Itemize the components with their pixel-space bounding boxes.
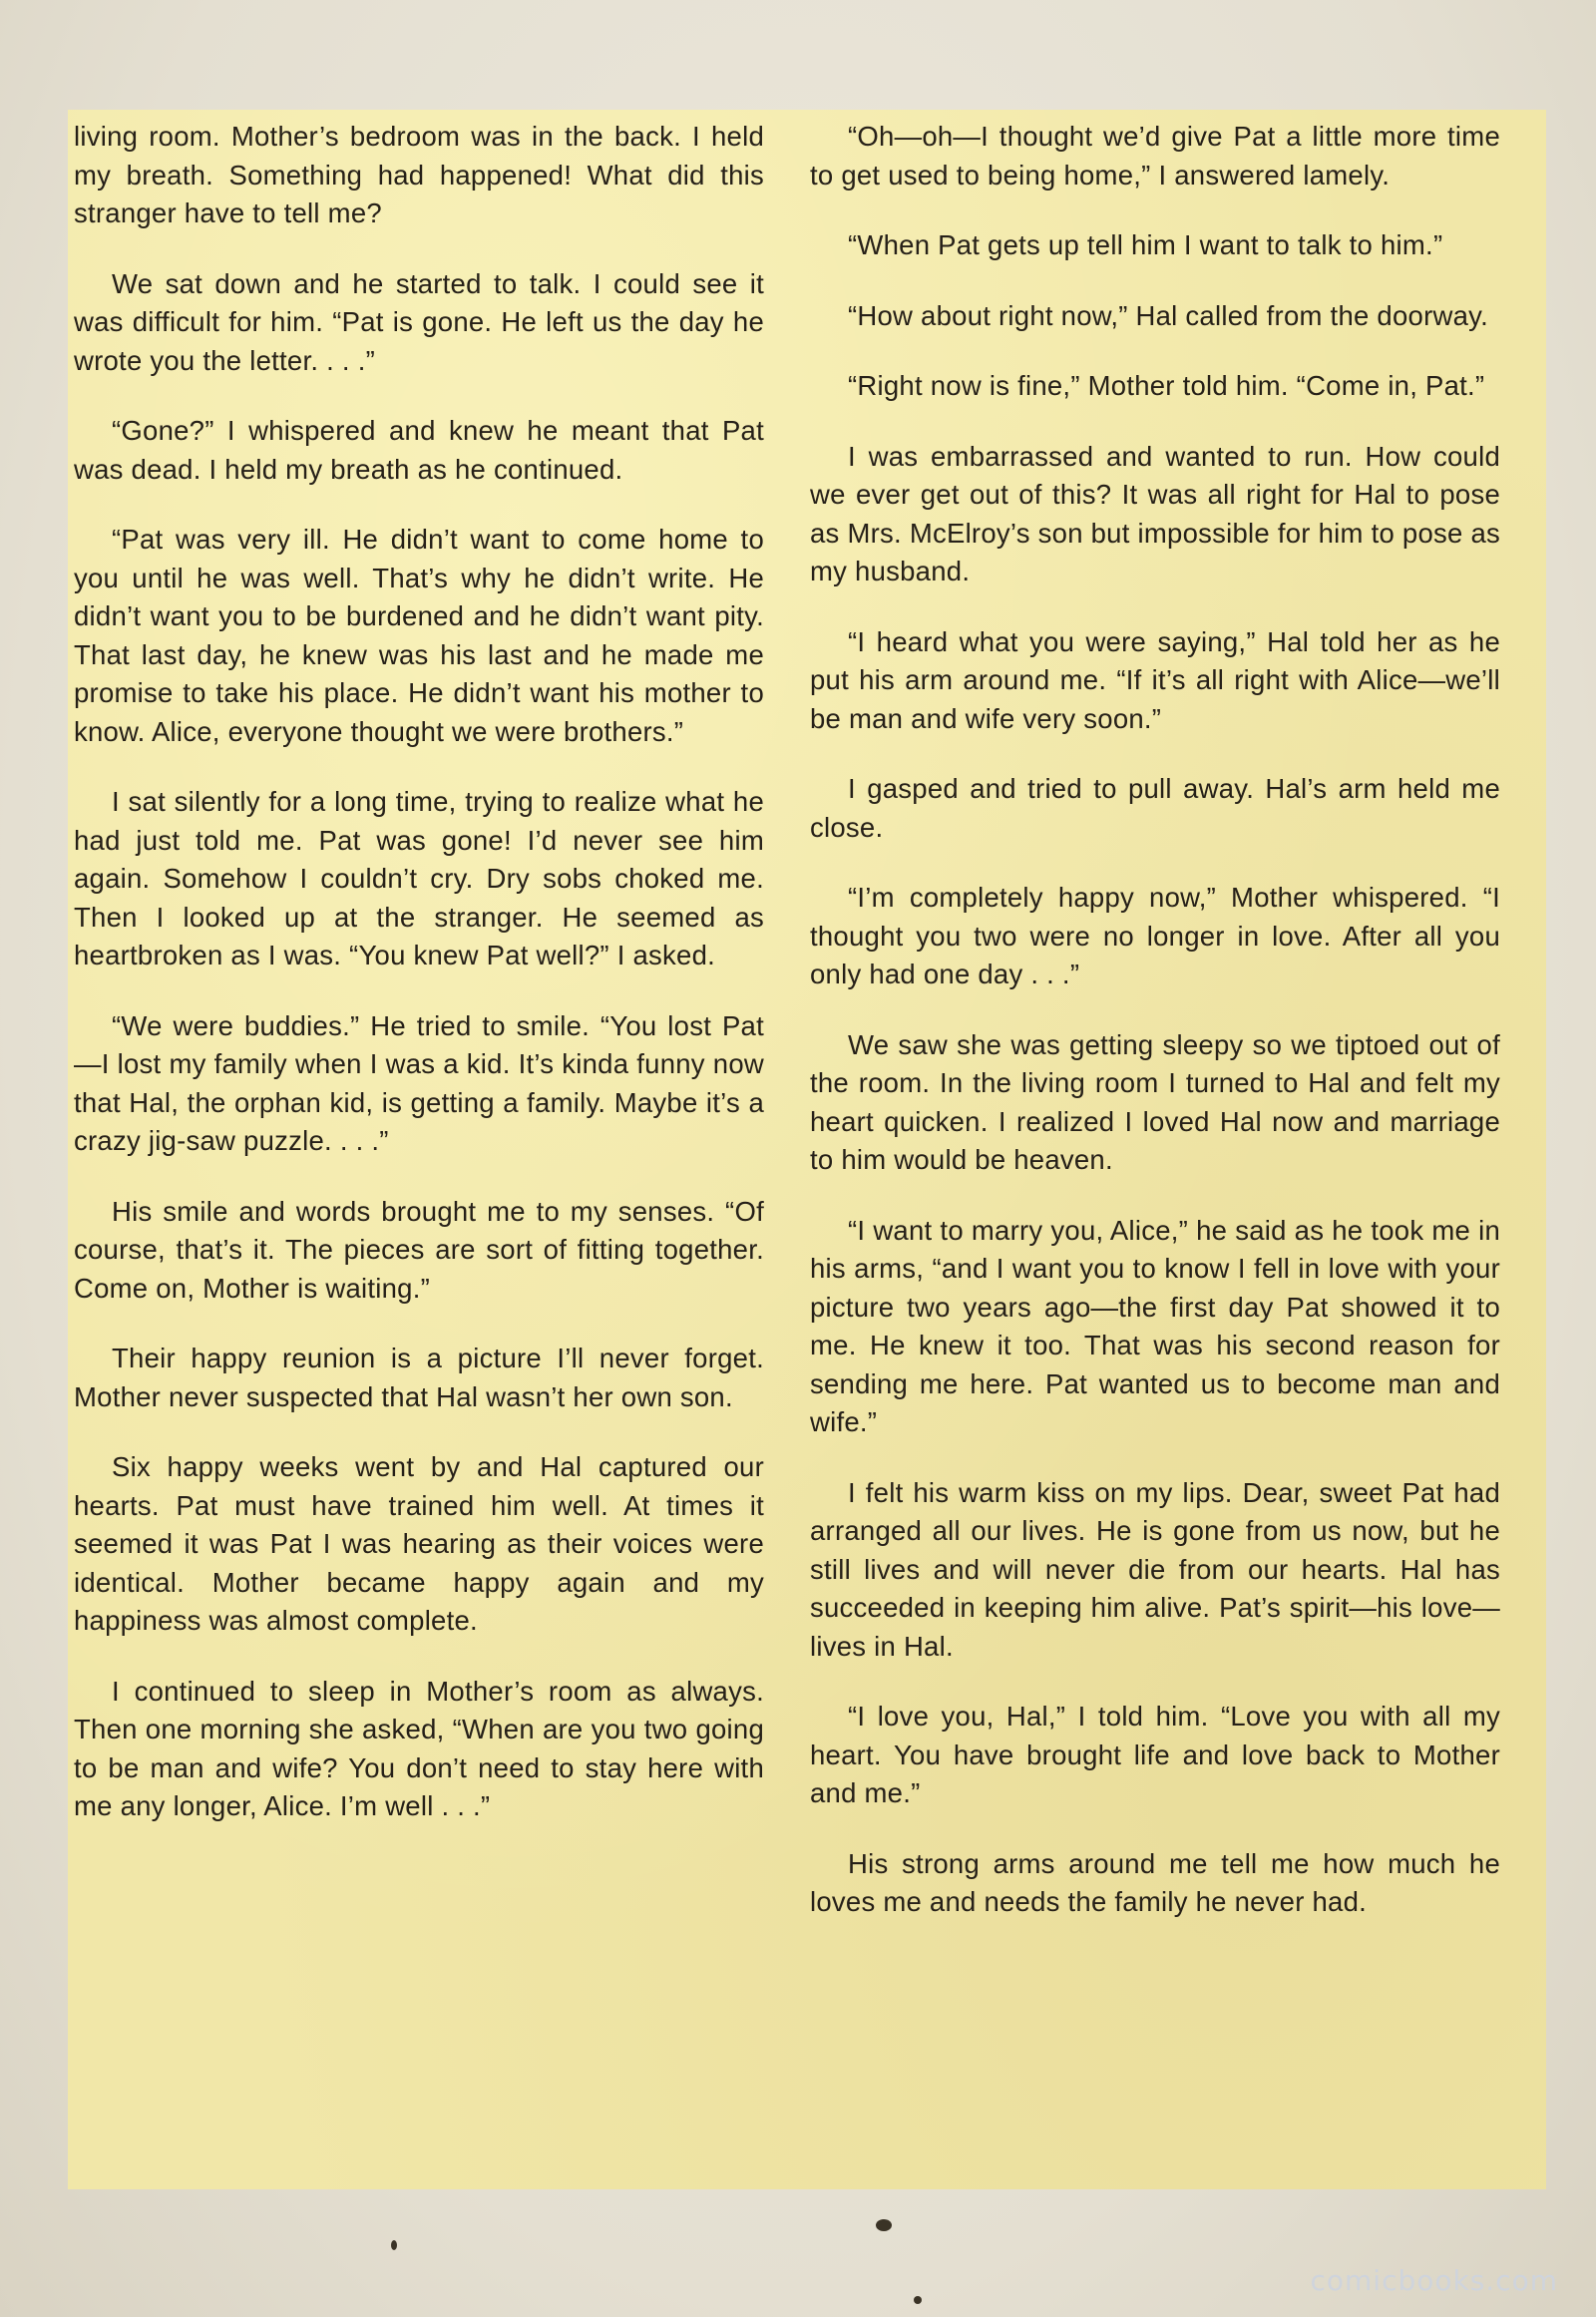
paragraph: “I want to marry you, Alice,” he said as he took me in his arms, “and I want you to know I fell in love with your picture two years ago—the first day Pat showed it to me. He knew it too. That was his second reason for sending me here. Pat wanted us to become man and wife.” — [810, 1214, 1500, 1437]
story-column-right — [810, 118, 1500, 1954]
paragraph: Six happy weeks went by and Hal captured our hearts. Pat must have trained him well. At times it seemed it was Pat I was hearing as their voices were identical. Mother became happy again and my happiness was almost complete. — [74, 1451, 764, 1636]
paragraph: living room. Mother’s bedroom was in the back. I held my breath. Something had happened! What did this stranger have to tell me? — [74, 121, 764, 228]
paragraph: We saw she was getting sleepy so we tiptoed out of the room. In the living room I turned to Hal and felt my heart quicken. I realized I loved Hal now and marriage to him would be heaven. — [810, 1028, 1500, 1175]
paragraph: We sat down and he started to talk. I could see it was difficult for him. “Pat is gone. He left us the day he wrote you the letter. . . .” — [74, 267, 764, 376]
paragraph: I continued to sleep in Mother’s room as always. Then one morning she asked, “When are you two going to be man and wife? You don’t need to stay here with me any longer, Alice. I’m well . . .” — [74, 1675, 764, 1821]
paragraph: “We were buddies.” He tried to smile. “You lost Pat—I lost my family when I was a kid. It’s kinda funny now that Hal, the orphan kid, is getting a family. Maybe it’s a crazy jig-saw puzzle. . . .” — [74, 1009, 764, 1156]
paragraph: “Oh—oh—I thought we’d give Pat a little more time to get used to being home,” I answered lamely. — [810, 121, 1500, 191]
paragraph: I gasped and tried to pull away. Hal’s arm held me close. — [810, 773, 1500, 843]
ink-speck — [876, 2219, 892, 2231]
paragraph: “Right now is fine,” Mother told him. “Come in, Pat.” — [848, 370, 1485, 401]
paragraph: “I’m completely happy now,” Mother whispered. “I thought you two were no longer in love. After all you only had one day . . .” — [810, 882, 1500, 989]
paragraph: “I love you, Hal,” I told him. “Love you with all my heart. You have brought life and love back to Mother and me.” — [810, 1701, 1500, 1808]
paragraph: His strong arms around me tell me how much he loves me and needs the family he never had. — [810, 1847, 1500, 1917]
paragraph: I sat silently for a long time, trying to realize what he had just told me. Pat was gone! I’d never see him again. Somehow I couldn’t cry. Dry sobs choked me. Then I looked up at the stranger. He seemed as heartbroken as I was. “You knew Pat well?” I asked. — [74, 786, 764, 970]
paragraph: “Pat was very ill. He didn’t want to come home to you until he was well. That’s why he didn’t write. He didn’t want you to be burdened and he didn’t want pity. That last day, he knew was his last and he made me promise to take his place. He didn’t want his mother to know. Alice, everyone thought we were brothers.” — [74, 524, 764, 747]
paragraph: “I heard what you were saying,” Hal told her as he put his arm around me. “If it’s all right with Alice—we’ll be man and wife very soon.” — [810, 625, 1500, 734]
ink-speck — [391, 2240, 397, 2250]
site-watermark: comicbooks.com — [1310, 2264, 1558, 2297]
ink-speck — [914, 2296, 922, 2304]
paragraph: I was embarrassed and wanted to run. How could we ever get out of this? It was all right for Hal to pose as Mrs. McElroy’s son but impossible for him to pose as my husband. — [810, 440, 1500, 586]
paragraph: “When Pat gets up tell him I want to talk to him.” — [848, 229, 1443, 260]
paragraph: I felt his warm kiss on my lips. Dear, sweet Pat had arranged all our lives. He is gone from us now, but he still lives and will never die from our hearts. Hal has succeeded in keeping him alive. Pat’s spirit—his love—lives in Hal. — [810, 1476, 1500, 1662]
paragraph: “How about right now,” Hal called from the doorway. — [848, 299, 1488, 331]
story-column-left — [74, 118, 764, 1858]
paragraph: His smile and words brought me to my senses. “Of course, that’s it. The pieces are sort of fitting together. Come on, Mother is waiting.” — [74, 1195, 764, 1304]
paragraph: “Gone?” I whispered and knew he meant that Pat was dead. I held my breath as he continued. — [74, 415, 764, 485]
paragraph: Their happy reunion is a picture I’ll never forget. Mother never suspected that Hal wasn’t her own son. — [74, 1343, 764, 1412]
